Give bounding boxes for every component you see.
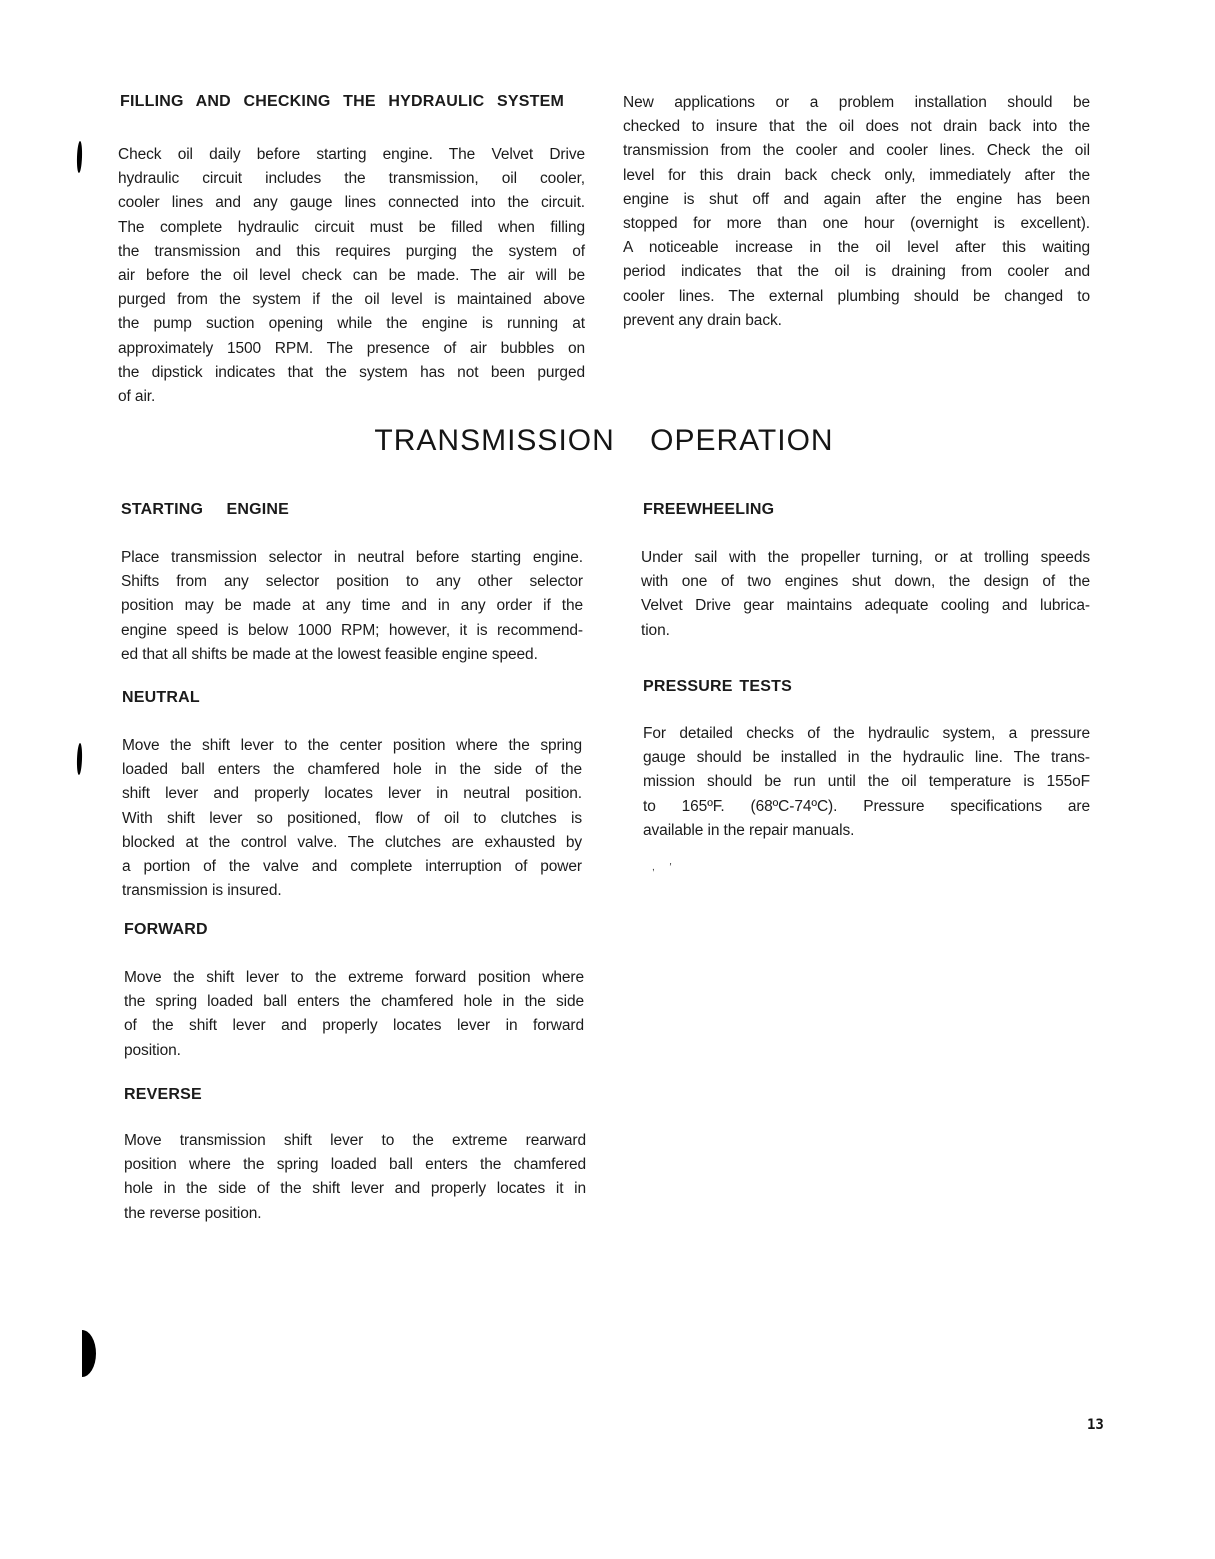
paragraph-freewheeling: Under sail with the propeller turning, or at trolling speeds with one of two engines shut down, the design of the Velvet Drive gear maintains adequate cooling and lubrica- tion. xyxy=(641,549,1090,639)
scan-change-bar-middle xyxy=(76,743,82,775)
paragraph-filling-and-checking: Check oil daily before starting engine. The Velvet Drive hydraulic circuit includes the transmission, oil cooler, cooler lines and any gauge lines connected into the circuit. The complete hydraulic circuit must be filled when filling the transmission and this requires purging the system of air before the oil level check can be made. The air will be purged from the system if the oil level is maintained above the pump suction opening while the engine is running at approximately 1500 RPM. The presence of air bubbles on the dipstick indicates that the system has not been purged of air. xyxy=(118,146,585,406)
heading-reverse: REVERSE xyxy=(124,1086,202,1103)
scan-change-bar-top xyxy=(76,141,82,173)
paragraph-forward: Move the shift lever to the extreme forward position where the spring loaded ball enters the chamfered hole in the side of the shift lever and properly locates lever in forward position. xyxy=(124,969,584,1059)
heading-neutral: NEUTRAL xyxy=(122,689,200,706)
page-title: TRANSMISSION OPERATION xyxy=(374,424,834,457)
paragraph-reverse: Move transmission shift lever to the extreme rearward position where the spring loaded ball enters the chamfered hole in the side of the shift lever and properly locates it in the reverse position. xyxy=(124,1132,586,1222)
heading-freewheeling: FREEWHEELING xyxy=(643,501,775,518)
heading-filling-and-checking: FILLING AND CHECKING THE HYDRAULIC SYSTEM xyxy=(120,93,564,110)
page-number: 13 xyxy=(1087,1417,1104,1433)
paragraph-neutral: Move the shift lever to the center position where the spring loaded ball enters the chamfered hole in the side of the shift lever and properly locates lever in neutral position. With shift lever so positioned, flow of oil to clutches is blocked at the control valve. The clutches are exhausted by a portion of the valve and complete interruption of power transmission is insured. xyxy=(122,737,582,900)
scan-blob-mark xyxy=(82,1330,96,1377)
heading-starting-engine: STARTING ENGINE xyxy=(121,501,289,518)
heading-pressure-tests: PRESSURE TESTS xyxy=(643,678,792,695)
paragraph-drain-back: New applications or a problem installation should be checked to insure that the oil does not drain back into the transmission from the cooler and cooler lines. Check the oil level for this drain back check only, immediately after the engine is shut off and again after the engine has been stopped for more than one hour (overnight is excellent). A noticeable increase in the oil level after this waiting period indicates that the oil is draining from cooler and cooler lines. The external plumbing should be changed to prevent any drain back. xyxy=(623,94,1090,329)
paragraph-starting-engine: Place transmission selector in neutral before starting engine. Shifts from any selector position to any other selector position may be made at any time and in any order if the engine speed is below 1000 RPM; however, it is recommend- ed that all shifts be made at the lowest feasible engine speed. xyxy=(121,549,583,663)
paragraph-pressure-tests: For detailed checks of the hydraulic system, a pressure gauge should be installed in the hydraulic line. The trans- mission should be run until the oil temperature is 155oF to 165ºF. (68ºC-74ºC). Pressure specifications are available in the repair manuals. xyxy=(643,725,1090,839)
scan-speck-marks: , ′ xyxy=(652,862,678,873)
heading-forward: FORWARD xyxy=(124,921,208,938)
